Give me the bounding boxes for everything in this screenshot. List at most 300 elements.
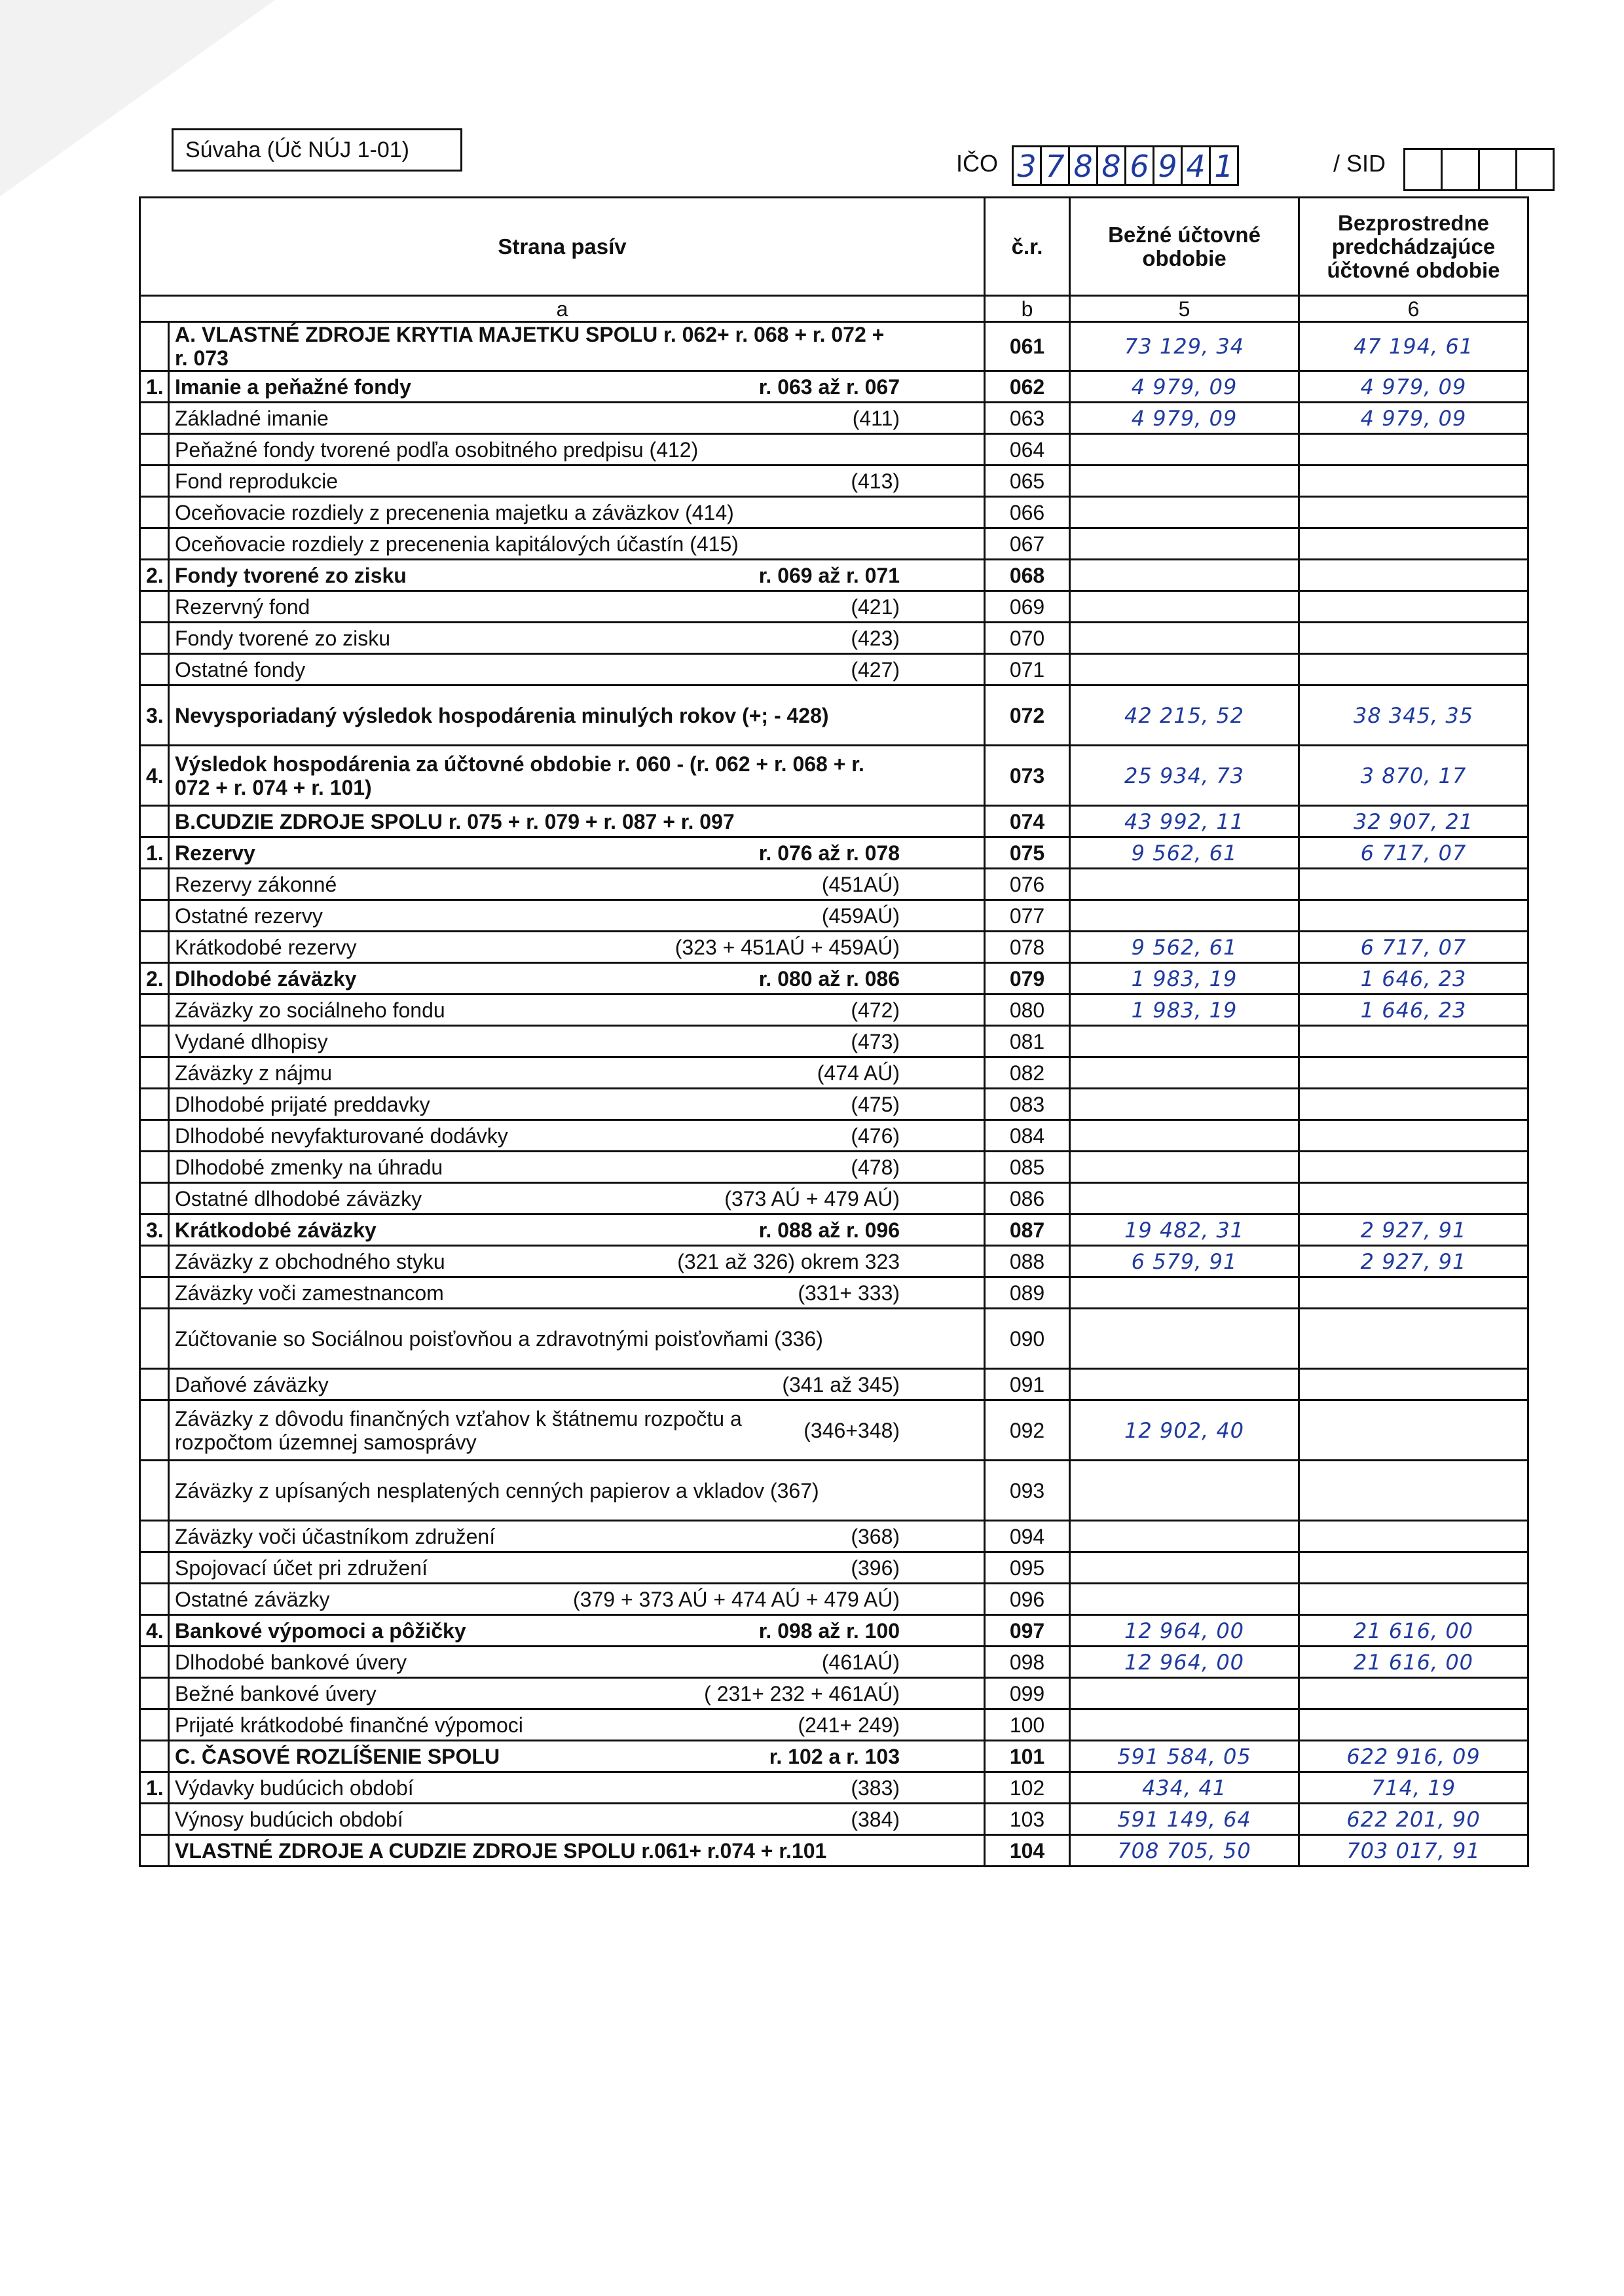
- previous-period-value[interactable]: [1299, 1057, 1528, 1089]
- current-period-value[interactable]: 1 983, 19: [1070, 963, 1299, 994]
- previous-period-value[interactable]: 6 717, 07: [1299, 932, 1528, 963]
- column-label-5: 5: [1070, 296, 1299, 322]
- row-label: Bankové výpomoci a pôžičky: [175, 1618, 466, 1643]
- row-cr: 067: [985, 528, 1070, 560]
- row-number: [140, 1183, 169, 1214]
- row-cr: 085: [985, 1152, 1070, 1183]
- previous-period-value[interactable]: [1299, 1309, 1528, 1369]
- row-number: [140, 1647, 169, 1678]
- table-row: [140, 322, 1528, 371]
- table-row: [140, 869, 1528, 900]
- previous-period-value[interactable]: 1 646, 23: [1299, 994, 1528, 1026]
- current-period-value[interactable]: [1070, 1089, 1299, 1120]
- row-label-cell: [169, 1741, 985, 1772]
- row-label-cell: [169, 1089, 985, 1120]
- row-account: r. 098 až r. 100: [758, 1618, 900, 1643]
- current-period-value[interactable]: 1 983, 19: [1070, 994, 1299, 1026]
- current-period-value[interactable]: [1070, 1026, 1299, 1057]
- previous-period-value[interactable]: 38 345, 35: [1299, 685, 1528, 746]
- previous-period-value[interactable]: 47 194, 61: [1299, 322, 1528, 371]
- table-row: [140, 528, 1528, 560]
- row-cr: 068: [985, 560, 1070, 591]
- table-row: [140, 994, 1528, 1026]
- previous-period-value[interactable]: [1299, 465, 1528, 497]
- column-header-cr: č.r.: [985, 198, 1070, 296]
- row-number: 2.: [140, 560, 169, 591]
- row-number: [140, 1120, 169, 1152]
- row-label-wrap: [175, 1776, 978, 1800]
- table-row: [140, 685, 1528, 746]
- current-period-value[interactable]: 19 482, 31: [1070, 1214, 1299, 1246]
- row-number: [140, 591, 169, 623]
- row-label-wrap: [175, 1808, 978, 1831]
- row-account: (379 + 373 AÚ + 474 AÚ + 479 AÚ): [573, 1587, 900, 1611]
- row-account: (423): [851, 626, 900, 650]
- row-label-wrap: [175, 1525, 978, 1548]
- table-row: [140, 1584, 1528, 1615]
- table-row: [140, 963, 1528, 994]
- current-period-value[interactable]: [1070, 1461, 1299, 1521]
- row-cr: 094: [985, 1521, 1070, 1552]
- row-number: [140, 465, 169, 497]
- ico-digit[interactable]: 6: [1124, 145, 1154, 186]
- previous-period-value[interactable]: [1299, 1552, 1528, 1584]
- row-cr: 099: [985, 1678, 1070, 1709]
- previous-period-value[interactable]: [1299, 434, 1528, 465]
- table-row: [140, 403, 1528, 434]
- row-label-cell: [169, 1461, 985, 1521]
- row-label-wrap: [175, 841, 978, 865]
- table-row: [140, 623, 1528, 654]
- current-period-value[interactable]: 434, 41: [1070, 1772, 1299, 1804]
- row-label-cell: [169, 1309, 985, 1369]
- previous-period-value[interactable]: 703 017, 91: [1299, 1835, 1528, 1867]
- current-period-value[interactable]: [1070, 869, 1299, 900]
- previous-period-value[interactable]: 32 907, 21: [1299, 806, 1528, 837]
- row-account: r. 102 a r. 103: [769, 1744, 900, 1768]
- previous-period-value[interactable]: [1299, 1709, 1528, 1741]
- current-period-value[interactable]: [1070, 654, 1299, 685]
- row-number: [140, 654, 169, 685]
- row-cr: 077: [985, 900, 1070, 932]
- row-cr: 063: [985, 403, 1070, 434]
- previous-period-value[interactable]: [1299, 1461, 1528, 1521]
- row-label-wrap: [175, 564, 978, 587]
- row-number: 1.: [140, 837, 169, 869]
- current-period-value[interactable]: [1070, 434, 1299, 465]
- row-label: Dlhodobé záväzky: [175, 966, 357, 991]
- previous-period-value[interactable]: [1299, 1678, 1528, 1709]
- table-row: [140, 1026, 1528, 1057]
- row-label-wrap: [175, 1061, 978, 1085]
- current-period-value[interactable]: 591 149, 64: [1070, 1804, 1299, 1835]
- previous-period-value[interactable]: 2 927, 91: [1299, 1246, 1528, 1277]
- row-cr: 086: [985, 1183, 1070, 1214]
- row-cr: 072: [985, 685, 1070, 746]
- row-account: (451AÚ): [821, 872, 900, 896]
- row-label-cell: [169, 497, 985, 528]
- row-label-cell: [169, 403, 985, 434]
- table-row: [140, 806, 1528, 837]
- column-label-a: a: [140, 296, 985, 322]
- current-period-value[interactable]: [1070, 1369, 1299, 1400]
- current-period-value[interactable]: 4 979, 09: [1070, 371, 1299, 403]
- current-period-value[interactable]: 6 579, 91: [1070, 1246, 1299, 1277]
- previous-period-value[interactable]: 21 616, 00: [1299, 1615, 1528, 1647]
- current-period-value[interactable]: [1070, 1584, 1299, 1615]
- row-account: (321 až 326) okrem 323: [677, 1249, 900, 1273]
- row-label-cell: [169, 1369, 985, 1400]
- ico-digit[interactable]: 9: [1153, 145, 1183, 186]
- previous-period-value[interactable]: [1299, 1277, 1528, 1309]
- table-row: [140, 1214, 1528, 1246]
- row-label: Záväzky z dôvodu finančných vzťahov k štátnemu rozpočtu a rozpočtom územnej samosprávy: [175, 1406, 742, 1454]
- row-label: Zúčtovanie so Sociálnou poisťovňou a zdravotnými poisťovňami (336): [175, 1326, 823, 1351]
- row-account: (341 až 345): [782, 1372, 900, 1396]
- current-period-value[interactable]: [1070, 1552, 1299, 1584]
- row-label-cell: [169, 1400, 985, 1461]
- row-label: Oceňovacie rozdiely z precenenia kapitálových účastín (415): [175, 532, 739, 556]
- current-period-value[interactable]: [1070, 1521, 1299, 1552]
- row-number: [140, 623, 169, 654]
- row-label: Nevysporiadaný výsledok hospodárenia minulých rokov (+; - 428): [175, 703, 829, 727]
- previous-period-value[interactable]: [1299, 528, 1528, 560]
- current-period-value[interactable]: 73 129, 34: [1070, 322, 1299, 371]
- row-number: 1.: [140, 1772, 169, 1804]
- previous-period-value[interactable]: 1 646, 23: [1299, 963, 1528, 994]
- row-label-cell: [169, 623, 985, 654]
- row-label-wrap: [175, 1281, 978, 1305]
- row-cr: 071: [985, 654, 1070, 685]
- row-label-cell: [169, 528, 985, 560]
- previous-period-value[interactable]: [1299, 1026, 1528, 1057]
- current-period-value[interactable]: [1070, 1183, 1299, 1214]
- row-label-wrap: [175, 1250, 978, 1273]
- row-number: [140, 1709, 169, 1741]
- row-account: (474 AÚ): [817, 1061, 900, 1085]
- ico-field[interactable]: [1014, 145, 1239, 186]
- table-row: [140, 1277, 1528, 1309]
- row-label-wrap: [175, 438, 978, 462]
- row-label-wrap: [175, 904, 978, 928]
- row-label: Záväzky z upísaných nesplatených cenných papierov a vkladov (367): [175, 1478, 819, 1503]
- row-label: Dlhodobé prijaté preddavky: [175, 1092, 430, 1116]
- previous-period-value[interactable]: 6 717, 07: [1299, 837, 1528, 869]
- row-label-wrap: [175, 752, 978, 799]
- current-period-value[interactable]: [1070, 1277, 1299, 1309]
- current-period-value[interactable]: 9 562, 61: [1070, 837, 1299, 869]
- current-period-value[interactable]: 4 979, 09: [1070, 403, 1299, 434]
- row-label-wrap: [175, 1156, 978, 1179]
- row-number: 4.: [140, 746, 169, 806]
- row-label-cell: [169, 1709, 985, 1741]
- row-cr: 069: [985, 591, 1070, 623]
- row-label-cell: [169, 322, 985, 371]
- table-row: [140, 1183, 1528, 1214]
- row-cr: 061: [985, 322, 1070, 371]
- table-row: [140, 1709, 1528, 1741]
- row-label: Dlhodobé nevyfakturované dodávky: [175, 1123, 508, 1148]
- current-period-value[interactable]: [1070, 560, 1299, 591]
- row-label: Daňové záväzky: [175, 1372, 329, 1396]
- previous-period-value[interactable]: [1299, 1089, 1528, 1120]
- table-row: [140, 1804, 1528, 1835]
- table-row: [140, 1369, 1528, 1400]
- row-label: Vydané dlhopisy: [175, 1029, 328, 1053]
- current-period-value[interactable]: [1070, 1309, 1299, 1369]
- column-label-b: b: [985, 296, 1070, 322]
- current-period-value[interactable]: [1070, 465, 1299, 497]
- current-period-value[interactable]: [1070, 1678, 1299, 1709]
- ico-digit[interactable]: 7: [1040, 145, 1070, 186]
- row-label-wrap: [175, 658, 978, 682]
- table-row: [140, 1647, 1528, 1678]
- previous-period-value[interactable]: [1299, 497, 1528, 528]
- row-cr: 075: [985, 837, 1070, 869]
- table-row: [140, 1835, 1528, 1867]
- current-period-value[interactable]: [1070, 1120, 1299, 1152]
- row-label-cell: [169, 1647, 985, 1678]
- row-label: VLASTNÉ ZDROJE A CUDZIE ZDROJE SPOLU r.061+ r.074 + r.101: [175, 1838, 827, 1863]
- previous-period-value[interactable]: 622 916, 09: [1299, 1741, 1528, 1772]
- current-period-value[interactable]: [1070, 1057, 1299, 1089]
- previous-period-value[interactable]: [1299, 900, 1528, 932]
- row-label-cell: [169, 1152, 985, 1183]
- row-account: r. 088 až r. 096: [758, 1218, 900, 1242]
- previous-period-value[interactable]: [1299, 1400, 1528, 1461]
- previous-period-value[interactable]: 2 927, 91: [1299, 1214, 1528, 1246]
- ico-label: IČO: [956, 150, 999, 177]
- row-cr: 073: [985, 746, 1070, 806]
- row-label-wrap: [175, 810, 978, 833]
- previous-period-value[interactable]: [1299, 869, 1528, 900]
- current-period-value[interactable]: 42 215, 52: [1070, 685, 1299, 746]
- sid-label: / SID: [1333, 150, 1386, 177]
- row-number: [140, 806, 169, 837]
- row-label: B.CUDZIE ZDROJE SPOLU r. 075 + r. 079 + r. 087 + r. 097: [175, 809, 735, 833]
- row-label-cell: [169, 434, 985, 465]
- row-label-wrap: [175, 967, 978, 991]
- row-label-cell: [169, 1584, 985, 1615]
- previous-period-value[interactable]: [1299, 560, 1528, 591]
- table-body: [140, 322, 1528, 1867]
- row-label-wrap: [175, 1682, 978, 1705]
- row-label-wrap: [175, 873, 978, 896]
- row-label: Záväzky z obchodného styku: [175, 1249, 445, 1273]
- current-period-value[interactable]: [1070, 528, 1299, 560]
- row-cr: 076: [985, 869, 1070, 900]
- current-period-value[interactable]: [1070, 591, 1299, 623]
- sid-field[interactable]: [1405, 148, 1555, 191]
- column-header-side: Strana pasív: [140, 198, 985, 296]
- table-row: [140, 1309, 1528, 1369]
- table-row: [140, 1120, 1528, 1152]
- row-label: Imanie a peňažné fondy: [175, 374, 411, 399]
- table-row: [140, 1552, 1528, 1584]
- row-cr: 079: [985, 963, 1070, 994]
- current-period-value[interactable]: 43 992, 11: [1070, 806, 1299, 837]
- row-label-wrap: [175, 1187, 978, 1211]
- row-account: (384): [851, 1807, 900, 1831]
- row-number: [140, 1804, 169, 1835]
- row-account: (331+ 333): [798, 1281, 900, 1305]
- table-row: [140, 1461, 1528, 1521]
- row-account: r. 063 až r. 067: [758, 374, 900, 399]
- previous-period-value[interactable]: 21 616, 00: [1299, 1647, 1528, 1678]
- row-cr: 089: [985, 1277, 1070, 1309]
- current-period-value[interactable]: 25 934, 73: [1070, 746, 1299, 806]
- sid-digit[interactable]: [1478, 148, 1517, 191]
- row-label-wrap: [175, 1650, 978, 1674]
- previous-period-value[interactable]: 3 870, 17: [1299, 746, 1528, 806]
- row-label-wrap: [175, 1093, 978, 1116]
- table-row: [140, 465, 1528, 497]
- ico-digit[interactable]: 8: [1096, 145, 1126, 186]
- previous-period-value[interactable]: 4 979, 09: [1299, 403, 1528, 434]
- row-label-cell: [169, 654, 985, 685]
- previous-period-value[interactable]: [1299, 1152, 1528, 1183]
- ico-digit[interactable]: 3: [1012, 145, 1042, 186]
- row-account: (368): [851, 1524, 900, 1548]
- row-label-wrap: [175, 1619, 978, 1643]
- row-label-cell: [169, 932, 985, 963]
- row-number: [140, 932, 169, 963]
- table-row: [140, 654, 1528, 685]
- row-cr: 092: [985, 1400, 1070, 1461]
- row-number: [140, 322, 169, 371]
- row-number: [140, 1309, 169, 1369]
- previous-period-value[interactable]: [1299, 654, 1528, 685]
- row-label-cell: [169, 837, 985, 869]
- ico-digit[interactable]: 4: [1181, 145, 1211, 186]
- current-period-value[interactable]: [1070, 1709, 1299, 1741]
- row-account: r. 069 až r. 071: [758, 563, 900, 587]
- row-label: Záväzky zo sociálneho fondu: [175, 998, 445, 1022]
- row-cr: 078: [985, 932, 1070, 963]
- row-account: (413): [851, 469, 900, 493]
- row-label-wrap: [175, 1373, 978, 1396]
- row-label: Rezervy zákonné: [175, 872, 337, 896]
- row-number: [140, 1089, 169, 1120]
- row-cr: 104: [985, 1835, 1070, 1867]
- row-label-cell: [169, 1678, 985, 1709]
- table-row: [140, 371, 1528, 403]
- row-label-cell: [169, 1057, 985, 1089]
- row-number: [140, 1369, 169, 1400]
- row-cr: 097: [985, 1615, 1070, 1647]
- row-number: [140, 994, 169, 1026]
- row-label-wrap: [175, 532, 978, 556]
- table-row: [140, 746, 1528, 806]
- row-account: (475): [851, 1092, 900, 1116]
- previous-period-value[interactable]: [1299, 1521, 1528, 1552]
- row-cr: 064: [985, 434, 1070, 465]
- row-label: Fondy tvorené zo zisku: [175, 563, 407, 587]
- row-label: Krátkodobé záväzky: [175, 1218, 377, 1242]
- row-number: [140, 1741, 169, 1772]
- row-number: [140, 1246, 169, 1277]
- row-label-cell: [169, 371, 985, 403]
- current-period-value[interactable]: 9 562, 61: [1070, 932, 1299, 963]
- row-account: (473): [851, 1029, 900, 1053]
- balance-sheet-liabilities-table: [139, 196, 1529, 1867]
- row-label-wrap: [175, 1713, 978, 1737]
- row-label-wrap: [175, 704, 978, 727]
- row-label: Rezervný fond: [175, 594, 310, 619]
- previous-period-value[interactable]: [1299, 1584, 1528, 1615]
- row-account: (323 + 451AÚ + 459AÚ): [674, 935, 900, 959]
- row-number: [140, 1678, 169, 1709]
- row-number: 1.: [140, 371, 169, 403]
- row-cr: 087: [985, 1214, 1070, 1246]
- row-label-wrap: [175, 1479, 978, 1503]
- previous-period-value[interactable]: [1299, 1120, 1528, 1152]
- row-account: (476): [851, 1123, 900, 1148]
- previous-period-value[interactable]: [1299, 591, 1528, 623]
- previous-period-value[interactable]: 622 201, 90: [1299, 1804, 1528, 1835]
- row-label-wrap: [175, 998, 978, 1022]
- row-number: [140, 1400, 169, 1461]
- ico-digit[interactable]: 1: [1209, 145, 1239, 186]
- table-row: [140, 900, 1528, 932]
- sid-digit[interactable]: [1441, 148, 1480, 191]
- table-row: [140, 434, 1528, 465]
- table-row: [140, 1400, 1528, 1461]
- row-number: 3.: [140, 685, 169, 746]
- row-label-cell: [169, 1183, 985, 1214]
- previous-period-value[interactable]: [1299, 623, 1528, 654]
- row-label-cell: [169, 465, 985, 497]
- row-account: (411): [852, 406, 900, 430]
- previous-period-value[interactable]: [1299, 1183, 1528, 1214]
- row-label-wrap: [175, 323, 978, 370]
- table-row: [140, 1772, 1528, 1804]
- row-label: Ostatné dlhodobé záväzky: [175, 1186, 422, 1211]
- row-number: [140, 1461, 169, 1521]
- current-period-value[interactable]: [1070, 497, 1299, 528]
- previous-period-value[interactable]: [1299, 1369, 1528, 1400]
- row-cr: 082: [985, 1057, 1070, 1089]
- current-period-value[interactable]: 12 902, 40: [1070, 1400, 1299, 1461]
- row-label-cell: [169, 869, 985, 900]
- row-account: (461AÚ): [821, 1650, 900, 1674]
- previous-period-value[interactable]: 4 979, 09: [1299, 371, 1528, 403]
- current-period-value[interactable]: [1070, 1152, 1299, 1183]
- table-row: [140, 1615, 1528, 1647]
- ico-digit[interactable]: 8: [1068, 145, 1098, 186]
- current-period-value[interactable]: [1070, 900, 1299, 932]
- row-number: [140, 403, 169, 434]
- current-period-value[interactable]: 12 964, 00: [1070, 1615, 1299, 1647]
- row-account: (241+ 249): [798, 1713, 900, 1737]
- table-row: [140, 1521, 1528, 1552]
- row-label: Výsledok hospodárenia za účtovné obdobie r. 060 - (r. 062 + r. 068 + r. 072 + r. 074 + r. 101): [175, 752, 864, 799]
- current-period-value[interactable]: 708 705, 50: [1070, 1835, 1299, 1867]
- previous-period-value[interactable]: 714, 19: [1299, 1772, 1528, 1804]
- sid-digit[interactable]: [1403, 148, 1443, 191]
- current-period-value[interactable]: 12 964, 00: [1070, 1647, 1299, 1678]
- row-label: Rezervy: [175, 841, 255, 865]
- current-period-value[interactable]: 591 584, 05: [1070, 1741, 1299, 1772]
- row-label: Ostatné fondy: [175, 657, 306, 682]
- row-label-wrap: [175, 1218, 978, 1242]
- row-number: [140, 900, 169, 932]
- current-period-value[interactable]: [1070, 623, 1299, 654]
- sid-digit[interactable]: [1515, 148, 1555, 191]
- row-cr: 083: [985, 1089, 1070, 1120]
- row-label-cell: [169, 900, 985, 932]
- row-account: ( 231+ 232 + 461AÚ): [704, 1681, 900, 1705]
